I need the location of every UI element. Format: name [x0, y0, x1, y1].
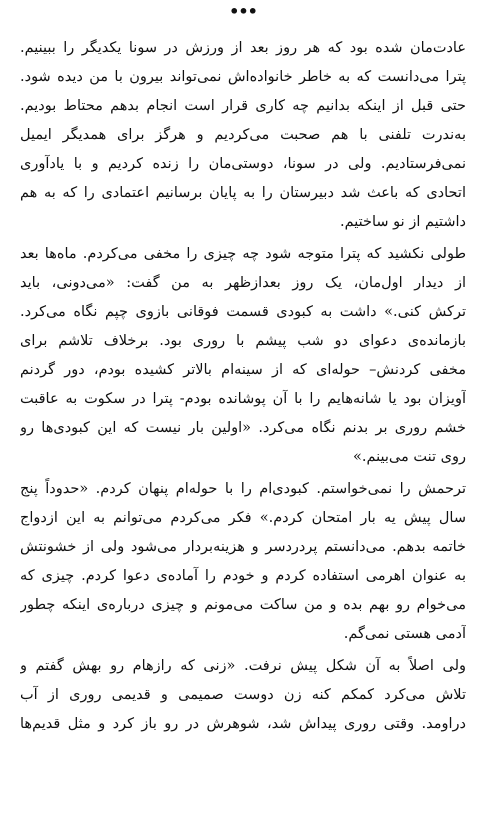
text-line: آویزان بود یا شانه‌هایم را با آن پوشانده بودم- پترا در سکوت به عاقبت — [20, 391, 466, 407]
text-line: روی تنت می‌بینم.» — [353, 449, 466, 465]
text-line: می‌خوام رو بهم بده و من ساکت می‌مونم و چیزی درباره‌ی اینکه چطور — [20, 597, 466, 613]
text-line: دراومد. وقتی روری پیداش شد، شوهرش در رو باز کرد و مثل قدیم‌ها — [20, 716, 466, 732]
text-line: نمی‌فرستادیم. ولی در سونا، دوستی‌مان را زنده کردیم و با یادآوری — [20, 156, 466, 172]
text-line: ترکش کنی.» داشت به کبودی قسمت فوقانی بازوی چپم نگاه می‌کرد. — [20, 304, 466, 320]
text-line: داشتیم از نو ساختیم. — [340, 214, 466, 230]
paragraph-1 — [20, 34, 466, 237]
text-line: مخفی کردنش– حوله‌ای که از سینه‌ام بالاتر کشیده بودم، دور گردنم — [20, 362, 466, 378]
text-line: خاتمه بدهم. می‌دانستم پردردسر و هزینه‌بردار می‌شود ولی از خشونتش — [20, 539, 466, 555]
text-line: از دیدار اول‌مان، یک روز بعدازظهر به من گفت: «می‌دونی، باید — [20, 275, 466, 291]
text-line: سال پیش یه بار امتحان کردم.» فکر می‌کردم می‌توانم به این ازدواج — [20, 510, 466, 526]
text-line: خشم روری بر بدنم نگاه می‌کرد. «اولین بار نیست که این کبودی‌ها رو — [20, 420, 466, 436]
text-line: پترا می‌دانست که به خاطر خانواده‌اش نمی‌تواند بیرون با من دیده شود. — [20, 69, 466, 85]
text-line: تلاش می‌کرد کمکم کنه زن دوست صمیمی و قدیمی روری از آب — [20, 687, 466, 703]
text-line: طولی نکشید که پترا متوجه شود چه چیزی را مخفی می‌کردم. ماه‌ها بعد — [20, 246, 466, 262]
body-text — [20, 34, 466, 739]
text-line: اتحادی که باعث شد دبیرستان را به پایان برسانیم اعتمادی را که به هم — [20, 185, 466, 201]
text-line: حتی قبل از اینکه بدانیم چه کاری قرار است انجام بدهم محتاط بودیم. — [20, 98, 466, 114]
text-line: به عنوان اهرمی استفاده کردم و خودم را آماده‌ی دعوا کردم. چیزی که — [20, 568, 466, 584]
text-line: آدمی هستی نمی‌گم. — [343, 626, 466, 642]
text-line: ترحمش را نمی‌خواستم. کبودی‌ام را با حوله‌ام پنهان کردم. «حدوداً پنج — [20, 481, 466, 497]
text-line: عادت‌مان شده بود که هر روز بعد از ورزش در سونا یکدیگر را ببینیم. — [20, 40, 466, 56]
paragraph-4 — [20, 652, 466, 739]
paragraph-2 — [20, 240, 466, 472]
text-line: ولی اصلاً به آن شکل پیش نرفت. «زنی که رازهام رو بهش گفتم و — [20, 658, 466, 674]
paragraph-3 — [20, 475, 466, 649]
text-line: بازمانده‌ی دعوای دو شب پیشم با روری بود. برخلاف تلاشم برای — [20, 333, 466, 349]
text-line: به‌ندرت تلفنی با هم صحبت می‌کردیم و هرگز برای همدیگر ایمیل — [20, 127, 466, 143]
section-ornament: ••• — [229, 2, 257, 21]
